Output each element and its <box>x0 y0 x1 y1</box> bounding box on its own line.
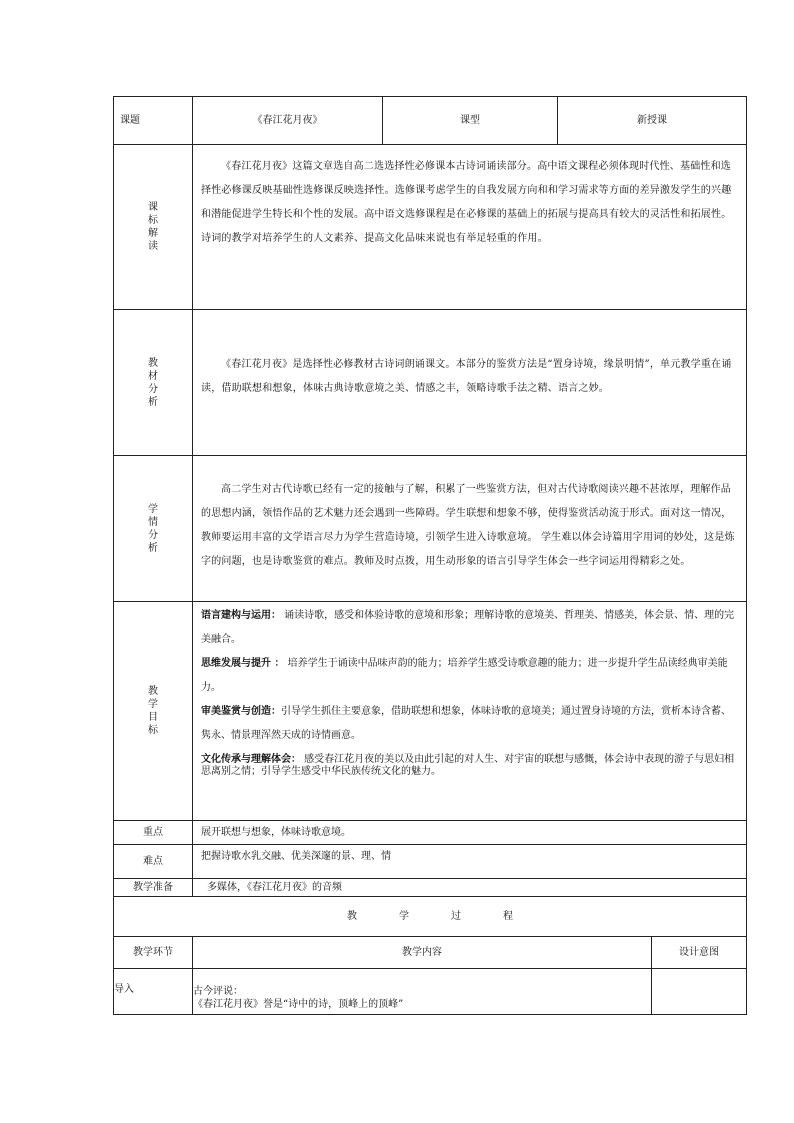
intro-line: 古今评说： <box>193 986 243 997</box>
intro-line: 《春江花月夜》誉是“诗中的诗，顶峰上的顶峰” <box>193 999 404 1010</box>
process-header-row <box>114 937 747 969</box>
curriculum-text: 《春江花月夜》这篇文章选自高二选选择性必修课本古诗词诵读部分。高中语文课程必须体现时代性、基础性和选择性必修课反映基础性选修课反映选择性。选修课考虑学生的自我发展方向和和学习需求等方面的差异激发学生的兴趣和潜能促进学生特长和个性的发展。高中语文选修课程是在必修课的基础上的拓展与提高具有较大的灵活性和拓展性。诗词的教学对培养学生的人文素养、提高文化品味来说也有举足轻重的作用。 <box>201 161 732 244</box>
material-label-char: 分 <box>148 383 158 395</box>
process-title-char: 教 <box>347 911 357 922</box>
students-label <box>114 456 193 602</box>
goals-label-char: 学 <box>148 699 158 710</box>
intro-intent <box>652 969 747 1015</box>
curriculum-label-char: 课 <box>148 202 158 213</box>
type-label-text: 课型 <box>460 115 480 126</box>
goals-label <box>114 602 193 821</box>
students-cell <box>193 456 747 602</box>
curriculum-label-char: 解 <box>148 228 158 239</box>
goal-text: 培养学生于诵读中品味声韵的能力；培养学生感受诗歌意趣的能力；进一步提升学生品读经典审美能力。 <box>201 658 728 693</box>
students-label-char: 情 <box>148 516 158 528</box>
difficulties-label: 难点 <box>114 845 193 879</box>
col-content: 教学内容 <box>193 937 652 969</box>
process-title-char: 学 <box>399 911 409 922</box>
material-label-char: 析 <box>148 396 158 408</box>
lesson-plan-table <box>113 96 747 1015</box>
key-points-row <box>114 821 747 845</box>
intro-stage: 导入 <box>114 969 193 1015</box>
goal-text: 引导学生抓住主要意象，借助联想和想象，体味诗歌的意境美；通过置身诗境的方法，赏析本诗含蓄、隽永、情景理浑然天成的诗情画意。 <box>201 706 731 741</box>
curriculum-cell <box>193 145 747 310</box>
topic-label: 课题 <box>114 97 193 145</box>
students-label-char: 分 <box>148 529 158 541</box>
material-text: 《春江花月夜》是选择性必修教材古诗词朗诵课文。本部分的鉴赏方法是“置身诗境，缘景明情”，单元教学重在诵读，借助联想和想象，体味古典诗歌意境之美、情感之丰，领略诗歌手法之精、语言之妙。 <box>201 358 732 394</box>
goal-text: 感受春江花月夜的美以及由此引起的对人生、对宇宙的联想与感慨，体会诗中表现的游子与思妇相思离别之情；引导学生感受中华民族传统文化的魅力。 <box>201 754 735 777</box>
intro-content <box>193 969 652 1015</box>
goal-title: 思维发展与提升 ： <box>201 658 285 669</box>
material-row <box>114 310 747 456</box>
curriculum-label-char: 读 <box>148 241 158 252</box>
goal-title: 审美鉴赏与创造： <box>201 706 281 717</box>
goal-item <box>201 700 740 748</box>
curriculum-label-char: 标 <box>148 215 158 226</box>
preparation-row <box>114 879 747 897</box>
goal-title: 文化传承与理解体会： <box>201 754 301 765</box>
goals-label-char: 教 <box>148 686 158 697</box>
students-row <box>114 456 747 602</box>
goals-label-char: 标 <box>148 725 158 736</box>
goals-label-char: 目 <box>148 712 158 723</box>
type-value: 新授课 <box>558 97 747 145</box>
key-points-label: 重点 <box>114 821 193 845</box>
goals-row <box>114 602 747 821</box>
curriculum-label <box>114 145 193 310</box>
students-text: 高二学生对古代诗歌已经有一定的接触与了解，积累了一些鉴赏方法，但对古代诗歌阅读兴趣不甚浓厚，理解作品的思想内涵，领悟作品的艺术魅力还会遇到一些障碍。学生联想和想象不够，使得鉴赏活动流于形式。面对这一情况，教师要运用丰富的文学语言尽力为学生营造诗境，引领学生进入诗歌意境。 学生难以体会诗篇用字用词的妙处，这是炼字的问题，也是诗歌鉴赏的难点。教师及时点拨，用生动形象的语言引导学生体会一些字词运用得精彩之处。 <box>201 483 735 567</box>
goals-cell <box>193 602 747 821</box>
goal-item <box>201 754 740 778</box>
students-label-char: 析 <box>148 542 158 554</box>
goal-title: 语言建构与运用： <box>201 610 281 621</box>
key-points-text: 展开联想与想象，体味诗歌意境。 <box>193 821 747 845</box>
material-label <box>114 310 193 456</box>
difficulties-text: 把握诗歌水乳交融、优美深邃的景、理、情 <box>193 845 747 879</box>
goal-item <box>201 652 740 700</box>
col-intent: 设计意图 <box>652 937 747 969</box>
preparation-text: 多媒体，《春江花月夜》的音频 <box>193 879 747 897</box>
curriculum-row <box>114 145 747 310</box>
goal-text: 诵读诗歌，感受和体验诗歌的意境和形象；理解诗歌的意境美、哲理美、情感美，体会景、情、理的完美融合。 <box>201 610 735 645</box>
students-label-char: 学 <box>148 503 158 515</box>
col-stage: 教学环节 <box>114 937 193 969</box>
topic-value: 《春江花月夜》 <box>193 97 383 145</box>
type-label <box>383 97 558 145</box>
process-title <box>114 897 747 937</box>
difficulties-row <box>114 845 747 879</box>
material-cell <box>193 310 747 456</box>
process-title-char: 过 <box>451 911 461 922</box>
process-title-char: 程 <box>503 911 513 922</box>
goal-item <box>201 604 740 652</box>
intro-row <box>114 969 747 1015</box>
material-label-char: 教 <box>148 357 158 369</box>
header-row <box>114 97 747 145</box>
process-title-row <box>114 897 747 937</box>
preparation-label: 教学准备 <box>114 879 193 897</box>
material-label-char: 材 <box>148 370 158 382</box>
goals-list <box>193 602 746 778</box>
